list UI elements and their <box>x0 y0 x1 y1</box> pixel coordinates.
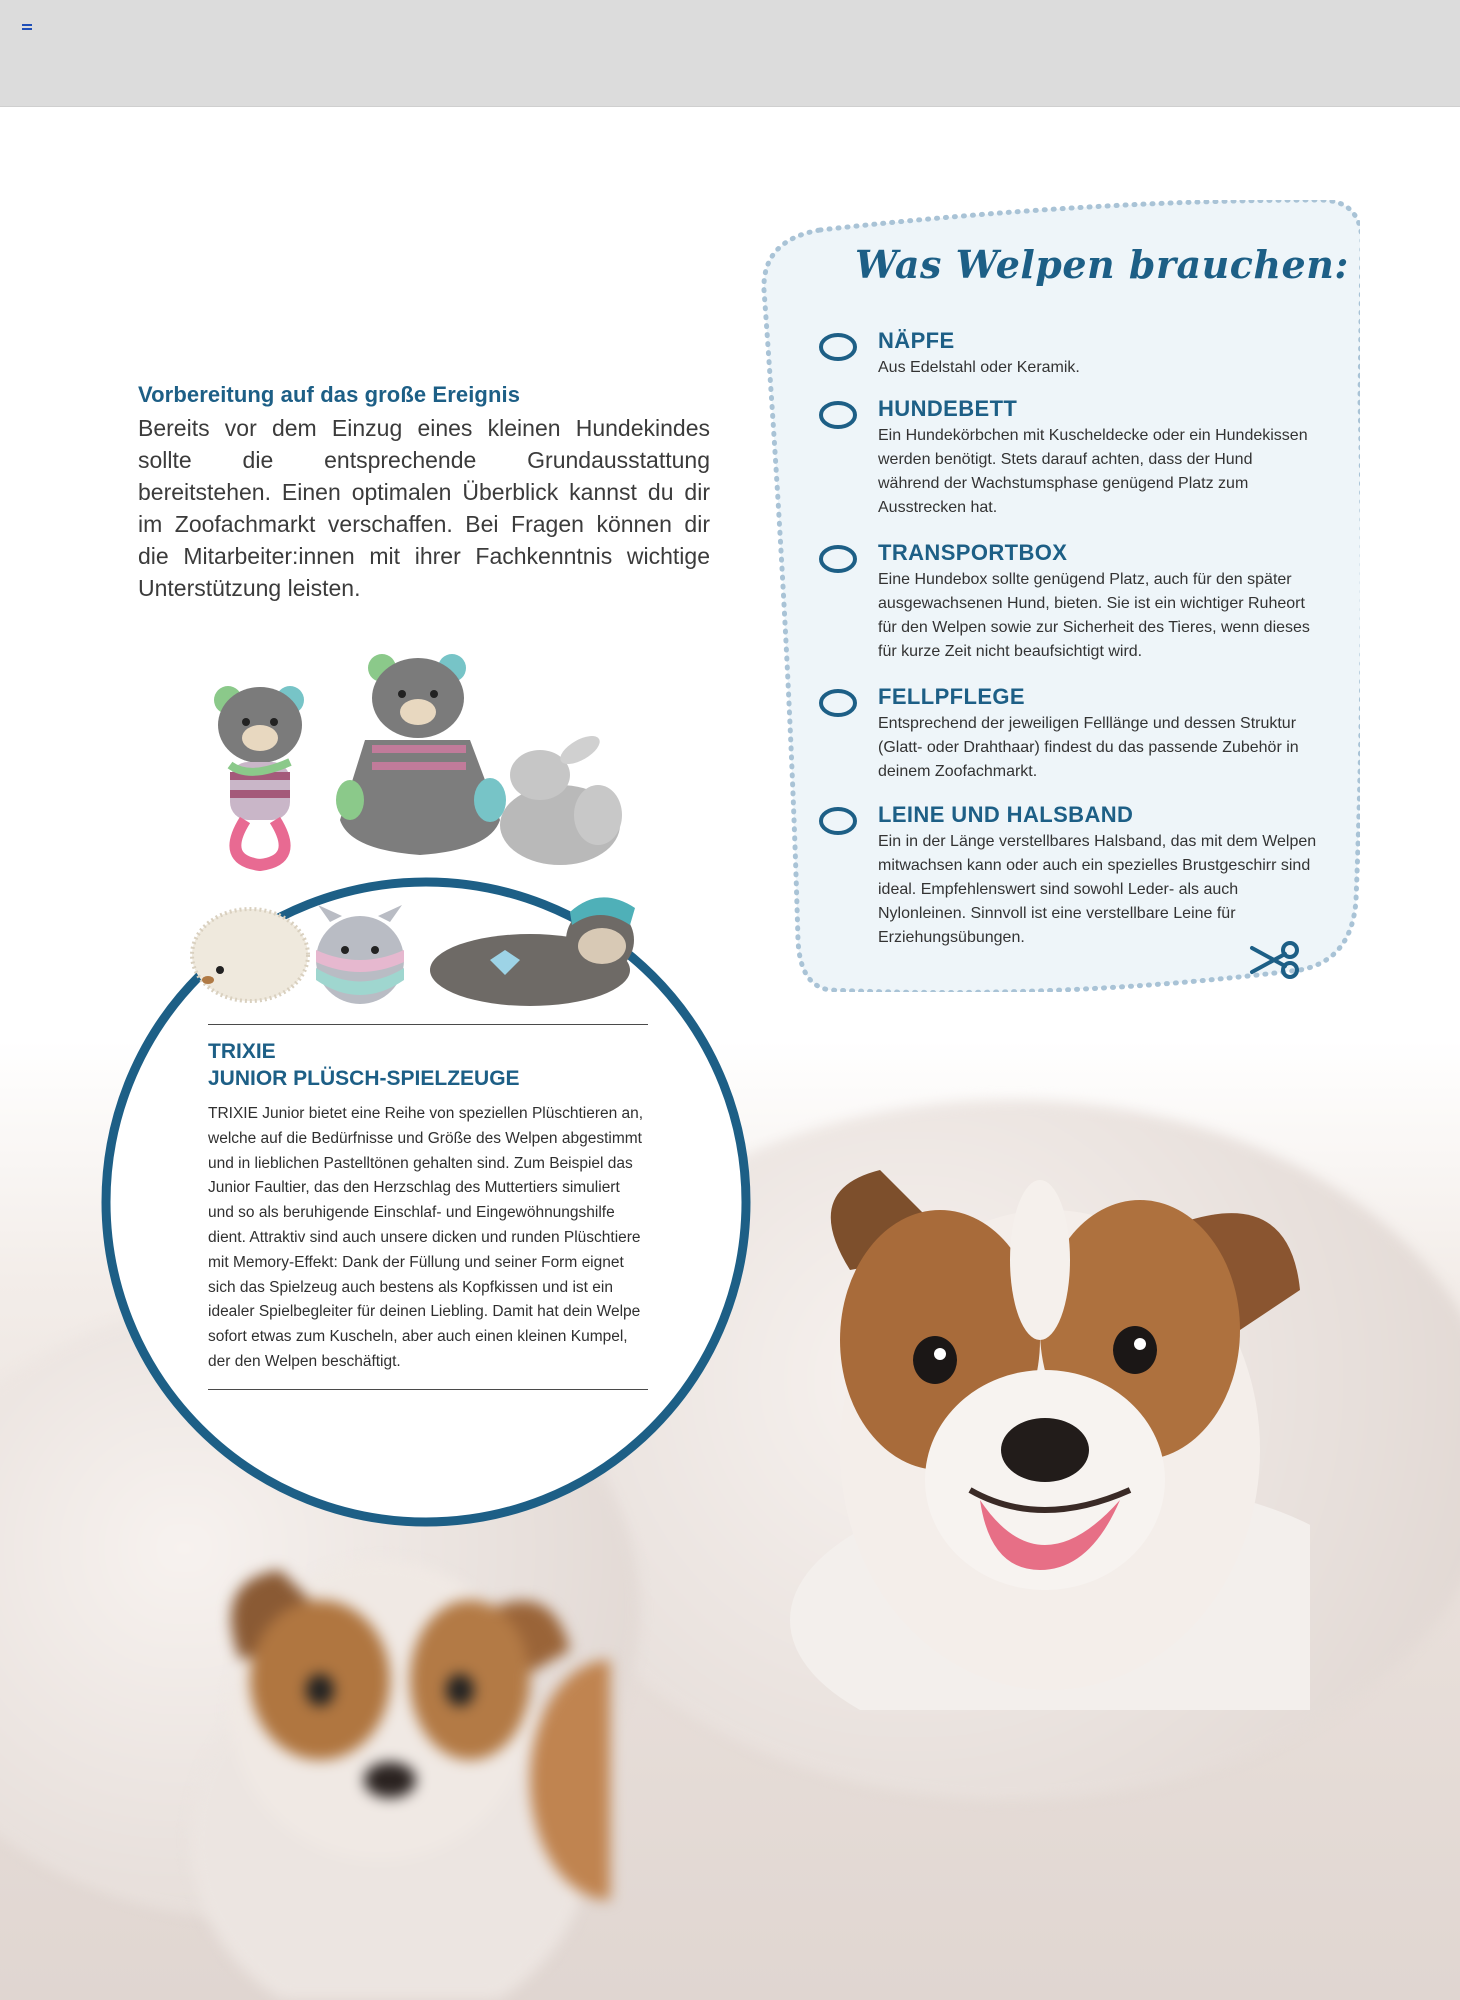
checkbox-circle-icon[interactable] <box>818 332 858 362</box>
checkbox-circle-icon[interactable] <box>818 544 858 574</box>
divider <box>208 1389 648 1390</box>
needs-item-text: Aus Edelstahl oder Keramik. <box>878 359 1080 376</box>
needs-item-title: NÄPFE <box>878 328 955 353</box>
trixie-body: TRIXIE Junior bietet eine Reihe von speziellen Plüschtieren an, welche auf die Bedürfnisse und Größe des Welpen abgestimmt und in lieblichen Pastelltönen gehalten sind. Zum Beispiel das Junior Faultier, das den Herzschlag des Muttertiers simuliert und so als beruhigende Einschlaf- und Eingewöhnungshilfe dient. Attraktiv sind auch unsere dicken und runden Plüschtiere mit Memory-Effekt: Dank der Füllung und seiner Form eignet sich das Spielzeug auch bestens als Kopfkissen und ist ein idealer Spielbegleiter für deinen Liebling. Damit hat dein Welpe sofort etwas zum Kuscheln, aber auch einen kleinen Kumpel, der den Welpen beschäftigt. <box>208 1105 644 1370</box>
divider <box>208 1024 648 1025</box>
needs-item-text: Eine Hundebox sollte genügend Platz, auch für den später ausgewachsenen Hund, bieten. Sie ist ein wichtiger Ruheort für den Welpen sowie zur Sicherheit des Tieres, wenn dieses für kurze Zeit nicht beaufsichtigt wird. <box>878 571 1310 660</box>
checkbox-circle-icon[interactable] <box>818 400 858 430</box>
trixie-brand: TRIXIE <box>208 1040 276 1063</box>
trixie-product-title: JUNIOR PLÜSCH-SPIELZEUGE <box>208 1067 520 1090</box>
needs-item-title: TRANSPORTBOX <box>878 540 1068 565</box>
intro-section <box>138 382 710 604</box>
checkbox-circle-icon[interactable] <box>818 806 858 836</box>
needs-item-text: Entsprechend der jeweiligen Felllänge und dessen Struktur (Glatt- oder Drahthaar) findest du das passende Zubehör in deinem Zoofachmarkt. <box>878 715 1299 780</box>
hamburger-menu-icon[interactable] <box>22 24 32 32</box>
needs-item-title: FELLPFLEGE <box>878 684 1025 709</box>
intro-body: Bereits vor dem Einzug eines kleinen Hundekindes sollte die entsprechende Grundausstattung bereitstehen. Einen optimalen Überblick kannst du dir im Zoofachmarkt verschaffen. Bei Fragen können dir die Mitarbeiter:innen mit ihrer Fachkenntnis wichtige Unterstützung leisten. <box>138 415 710 601</box>
needs-item-text: Ein Hundekörbchen mit Kuscheldecke oder ein Hundekissen werden benötigt. Stets darauf achten, dass der Hund während der Wachstumsphase genügend Platz zum Ausstrecken hat. <box>878 427 1308 516</box>
blurred-puppy-image <box>170 1540 610 2000</box>
plush-toys-image <box>190 650 660 1020</box>
puppy-needs-box <box>760 200 1360 992</box>
needs-item-title: LEINE UND HALSBAND <box>878 802 1134 827</box>
checkbox-circle-icon[interactable] <box>818 688 858 718</box>
viewer-toolbar <box>0 0 1460 107</box>
needs-title: Was Welpen brauchen: <box>855 242 1349 287</box>
trixie-info <box>208 1024 648 1390</box>
needs-item-title: HUNDEBETT <box>878 396 1018 421</box>
puppy-image <box>790 1150 1310 1710</box>
intro-heading: Vorbereitung auf das große Ereignis <box>138 382 521 407</box>
needs-item-text: Ein in der Länge verstellbares Halsband, das mit dem Welpen mitwachsen kann oder auch ein spezielles Brustgeschirr sind ideal. Empfehlenswert sind sowohl Leder- als auch Nylonleinen. Sinnvoll ist eine verstellbare Leine für Erziehungsübungen. <box>878 833 1317 946</box>
scissors-icon[interactable] <box>1248 940 1304 980</box>
